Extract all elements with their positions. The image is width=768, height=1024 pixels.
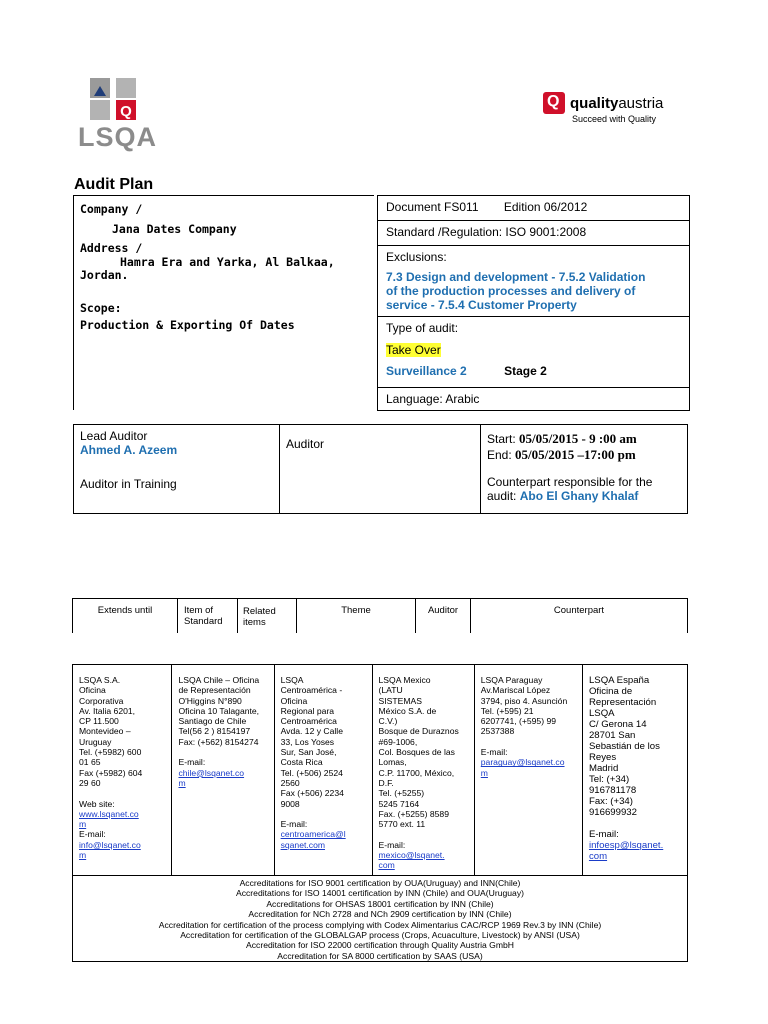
email-label: E-mail: [79,829,106,840]
office-line: #69-1006, [378,736,418,747]
office-line: CP 11.500 [79,716,119,727]
scope-label: Scope: [80,301,122,315]
office-line: Montevideo – [79,726,131,737]
office-line: LSQA España [588,675,650,686]
office-line [79,788,167,798]
office-line: E-mail: [178,757,206,768]
exclusions-line1: 7.3 Design and development - 7.5.2 Validation [386,270,646,284]
office-line: Madrid [588,763,619,774]
office-line: Fax: (+34) [588,796,633,807]
office-2 [274,665,372,876]
office-line: E-mail: [588,829,619,840]
office-line: 33, Los Yoses [280,736,335,747]
email-link[interactable]: m [178,777,186,788]
email-link[interactable]: mexico@lsqanet. [378,850,445,861]
office-line: Tel. (+5255) [378,788,425,799]
office-line [281,809,368,819]
office-line: Fax: (+562) 8154274 [178,736,259,747]
auditor-in-training-label: Auditor in Training [80,477,177,491]
auditor-label: Auditor [286,437,325,451]
document-info-panel [377,195,690,411]
office-line: LSQA S.A. [79,675,121,685]
document-number: Document FS011 [386,200,479,214]
accreditation-line: Accreditation for certification of the GLOBALGAP process (Crops, Acuaculture, Livestock) by ANSI (USA) [180,930,580,941]
office-line: Centroamérica [280,716,337,727]
office-line: LSQA [588,708,615,719]
qa-brand-bold: quality [570,95,619,112]
accreditation-line: Accreditations for ISO 9001 certification by OUA(Uruguay) and INN(Chile) [239,878,521,888]
audit-type-label: Type of audit: [386,321,459,335]
office-line: 3794, piso 4. Asunción [480,695,568,706]
edition: Edition 06/2012 [503,200,588,214]
office-5 [582,665,687,876]
svg-text:Q: Q [120,103,132,120]
office-line: Fax (+506) 2234 [280,788,344,799]
office-line: 5770 ext. 11 [378,819,426,830]
office-line: 29 60 [79,777,101,788]
office-line: Oficina [79,685,106,696]
exclusions-line2: of the production processes and delivery of [386,284,636,298]
col-item-of-standard: Item of Standard [178,599,238,634]
office-line: Lomas, [378,757,407,768]
counterpart-label: Counterpart responsible for the audit: [487,475,653,503]
office-line: Uruguay [79,736,112,747]
office-line: Centroamérica - [280,685,343,696]
office-line: Oficina [280,695,308,706]
office-line: C/ Gerona 14 [588,719,647,730]
col-related-items: Related items [238,599,297,634]
client-info-panel [73,195,374,410]
office-line: 9008 [280,798,300,809]
office-line [589,818,683,829]
office-3 [372,665,474,876]
office-line: O'Higgins N°890 [178,695,242,706]
end-datetime: 05/05/2015 –17:00 pm [515,447,636,462]
qa-tagline: Succeed with Quality [572,114,657,124]
office-line: de Representación [178,685,251,696]
office-line: Sur, San José, [280,747,337,758]
start-label: Start: [487,432,520,446]
exclusions-label: Exclusions: [386,250,447,264]
office-line [481,737,578,747]
standard-regulation: Standard /Regulation: ISO 9001:2008 [378,221,689,246]
schedule-header-table [72,598,688,633]
email-link[interactable]: sqanet.com [280,839,326,850]
office-line: LSQA Mexico [378,675,431,685]
quality-austria-q-icon: Q [543,92,565,114]
office-line: LSQA [280,675,304,685]
office-line: LSQA Paraguay [480,675,543,685]
scope-text: Production & Exporting Of Dates [80,318,295,332]
office-line: Fax (+5982) 604 [79,767,143,778]
office-line: 2560 [280,777,300,788]
office-line: C.V.) [378,716,398,727]
office-line: 5245 7164 [378,798,420,809]
accreditations-block [72,870,688,962]
accreditation-line: Accreditations for ISO 14001 certification by INN (Chile) and OUA(Uruguay) [235,888,524,899]
office-line: 916699932 [588,807,637,818]
office-line: Av. Italia 6201, [79,705,136,716]
lsqa-logo-text: LSQA [78,122,158,152]
lead-auditor-label: Lead Auditor [80,429,148,443]
office-line: Costa Rica [280,757,323,768]
counterpart-name: Abo El Ghany Khalaf [519,489,639,503]
take-over-badge: Take Over [386,343,441,357]
lsqa-logo [78,78,168,153]
email-link[interactable]: info@lsqanet.co [79,839,141,850]
office-line: D.F. [378,777,394,788]
office-line: Tel. (+506) 2524 [280,767,343,778]
office-line: Corporativa [79,695,124,706]
end-label: End: [487,448,516,462]
auditor-table [73,424,688,514]
accreditation-line: Accreditation for ISO 22000 certification through Quality Austria GmbH [246,940,514,951]
email-link[interactable]: chile@lsqanet.co [178,767,245,778]
company-label: Company / [80,202,143,216]
qa-brand-light: austria [618,95,664,112]
col-theme: Theme [297,599,416,634]
accreditation-line: Accreditation for certification of the process complying with Codex Alimentarius CAC/RCP 1969 Rev.3 by INN (Chile) [158,919,602,930]
address-line1: Hamra Era and Yarka, Al Balkaa, [120,255,335,269]
office-line: LSQA Chile – Oficina [178,675,260,685]
office-line: Bosque de Duraznos [378,726,459,737]
office-line: Oficina 10 Talagante, [178,705,260,716]
accreditation-line: Accreditation for SA 8000 certification by SAAS (USA) [277,950,483,961]
office-line: Web site: [79,798,115,809]
email-link[interactable]: centroamerica@l [280,829,346,840]
surveillance-type: Surveillance 2 [386,364,467,378]
accreditation-line: Accreditation for NCh 2728 and NCh 2909 certification by INN (Chile) [248,909,512,920]
company-name: Jana Dates Company [112,222,237,236]
office-line: E-mail: [280,819,308,830]
stage-value: Stage 2 [504,364,547,378]
email-link[interactable]: paraguay@lsqanet.co [480,757,565,768]
website-link[interactable]: www.lsqanet.co [79,808,139,819]
office-line: Oficina de [588,686,633,697]
office-0 [73,665,172,876]
page-title: Audit Plan [74,176,154,193]
email-link[interactable]: infoesp@lsqanet. [588,840,664,851]
office-line: C.P. 11700, México, [378,767,455,778]
email-link[interactable]: com [588,851,608,862]
office-line: Sebastián de los [588,741,660,752]
office-line: Santiago de Chile [178,716,247,727]
office-1 [172,665,274,876]
office-line: Tel(56 2 ) 8154197 [178,726,251,737]
office-line: 916781178 [588,785,637,796]
office-line: 6207741, (+595) 99 [480,716,557,727]
website-link[interactable]: m [79,819,87,830]
office-line: Av.Mariscal López [480,685,551,696]
col-auditor: Auditor [416,599,471,634]
email-link[interactable]: com [378,860,395,871]
office-line: 28701 San [588,730,636,741]
office-line: SISTEMAS [378,695,422,706]
address-line2: Jordan. [80,268,129,282]
office-line: Fax. (+5255) 8589 [378,808,449,819]
col-counterpart: Counterpart [471,599,688,634]
accreditation-line: Accreditations for OHSAS 18001 certification by INN (Chile) [266,898,494,909]
start-datetime: 05/05/2015 - 9 :00 am [519,431,637,446]
office-line: Representación [588,697,657,708]
office-line: Tel. (+5982) 600 [79,747,142,758]
language: Language: Arabic [386,392,480,406]
email-link[interactable]: m [480,767,488,778]
office-line: Col. Bosques de las [378,747,455,758]
office-line [379,829,470,839]
office-line: México S.A. de [378,705,437,716]
office-line: Reyes [588,752,617,763]
office-line: 01 65 [79,757,101,768]
lead-auditor-name: Ahmed A. Azeem [80,443,178,457]
office-line: E-mail: [378,839,406,850]
office-line: Avda. 12 y Calle [280,726,344,737]
office-line: E-mail: [480,747,508,758]
office-line: (LATU [378,685,403,696]
office-4 [474,665,582,876]
exclusions-line3: service - 7.5.4 Customer Property [386,298,577,312]
office-line: 2537388 [480,726,515,737]
col-extends-until: Extends until [73,599,178,634]
office-line: Tel: (+34) [588,774,630,785]
offices-table [72,664,688,876]
address-label: Address / [80,241,143,255]
quality-austria-logo [543,92,683,126]
office-line: Tel. (+595) 21 [480,705,534,716]
office-line [178,747,269,757]
email-link[interactable]: m [79,850,87,861]
office-line: Regional para [280,705,335,716]
